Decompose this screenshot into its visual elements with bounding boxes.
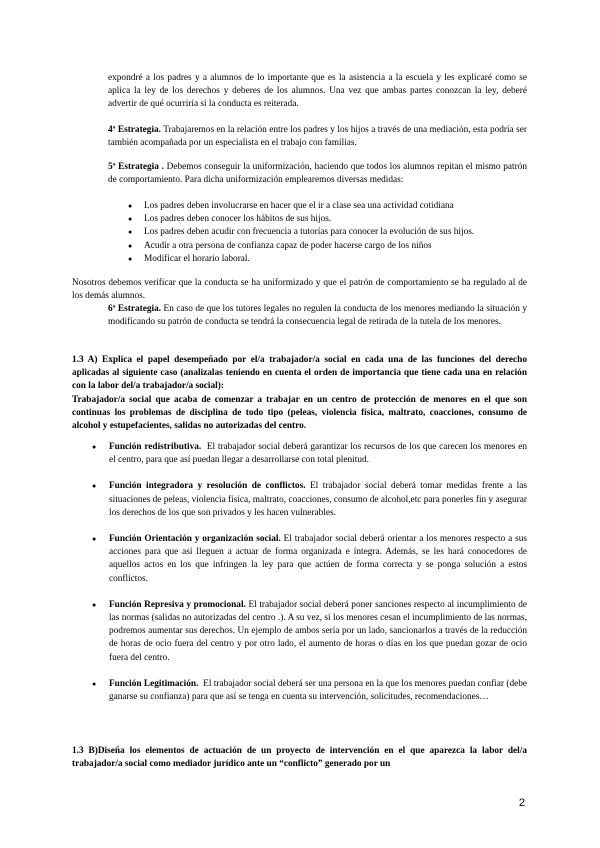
- function-title: Función Represiva y promocional.: [109, 599, 246, 610]
- function-text: El trabajador social deberá ser una persona en la que los menores puedan confiar (debe ganarse su confianza) para que así se tenga en cuenta su intervención, solicitudes, recomendaciones…: [109, 678, 527, 703]
- strategy-5-after: Nosotros debemos verificar que la conducta se ha uniformizado y que el patrón de comportamiento se ha regulado al de los demás alumnos.: [72, 278, 527, 302]
- strategy-6: [108, 303, 527, 329]
- list-item: ● Los padres deben involucrarse en hacer que el ir a clase sea una actividad cotidiana: [124, 200, 527, 213]
- function-text: El trabajador social deberá tomar medidas frente a las situaciones de peleas, violencia física, maltrato, coacciones, consumo de alcohol,etc para ponerles fin y asegurar los derechos de los que son privados y les hacen vulnerables.: [109, 481, 527, 518]
- page-number: 2: [518, 797, 525, 809]
- function-item: [89, 441, 527, 467]
- list-item: ● Modificar el horario laboral.: [124, 253, 527, 266]
- strategy-4-text: Trabajaremos en la relación entre los padres y los hijos a través de una mediación, esta podría ser también acompañada por un especialista en el trabajo con familias.: [108, 125, 527, 149]
- intro-paragraph: expondré a los padres y a alumnos de lo importante que es la asistencia a la escuela y les explicaré como se aplica la ley de los derechos y deberes de los alumnos. Una vez que ambas partes conozcan la ley, deberé advertir de qué ocurriría si la conducta es reiterada.: [108, 73, 527, 110]
- function-title: Función Legitimación.: [109, 678, 199, 689]
- strategy-5-text: Debemos conseguir la uniformización, haciendo que todos los alumnos repitan el mismo patrón de comportamiento. Para dicha uniformización emplearemos diversas medidas:: [108, 162, 527, 186]
- function-title: Función integradora y resolución de conflictos.: [109, 481, 306, 492]
- question-1-3-a: [72, 354, 527, 433]
- function-text: El trabajador social deberá garantizar los recursos de los que carecen los menores en el centro, para que así puedan llegar a desarrollarse con total plenitud.: [109, 442, 527, 466]
- function-item: [89, 480, 527, 520]
- function-text: El trabajador social deberá orientar a los menores respecto a sus acciones para que así lleguen a actuar de forma organizada e íntegra. Además, se les hará conocedores de aquellos actos en los que infringen la ley para que actúen de forma correcta y se ponga solución a estos conflictos.: [109, 534, 527, 584]
- list-item: ● Los padres deben acudir con frecuencia a tutorías para conocer la evolución de sus hijos.: [124, 226, 527, 239]
- question-1-3-b-heading: 1.3 B)Diseña los elementos de actuación de un proyecto de intervención en el que aparezca la labor del/a trabajador/a social como mediador jurídico ante un “conflicto” generado por un: [72, 746, 527, 770]
- question-1-3-a-heading: 1.3 A) Explica el papel desempeñado por el/a trabajador/a social en cada una de las funciones del derecho aplicadas al siguiente caso (analizalas teniendo en cuenta el orden de importancia que tiene cada una en relación con la labor del/a trabajador/a social):: [72, 355, 527, 392]
- list-item: ● Los padres deben conocer los hábitos de sus hijos.: [124, 213, 527, 226]
- strategy-4-title: 4ª Estrategia.: [108, 125, 161, 135]
- strategy-5-title: 5ª Estrategia .: [108, 162, 164, 172]
- strategy-5: [108, 161, 527, 187]
- function-item: [89, 533, 527, 586]
- list-item: ● Acudir a otra persona de confianza capaz de poder hacerse cargo de los niños: [124, 240, 527, 253]
- strategy-6-text: En caso de que los tutores legales no regulen la conducta de los menores mediando la situación y modificando su patrón de conducta se tendrá la consecuencia legal de retirada de la tutela de los menores.: [108, 304, 527, 328]
- question-1-3-b: [72, 745, 527, 771]
- function-item: [89, 678, 527, 704]
- strategy-6-title: 6ª Estrategia.: [108, 304, 162, 314]
- function-list: [89, 441, 527, 704]
- function-item: [89, 599, 527, 665]
- function-title: Función Orientación y organización social.: [109, 534, 281, 545]
- function-title: Función redistributiva.: [109, 442, 202, 452]
- strategy-5-list: [124, 200, 527, 266]
- strategy-4: [108, 124, 527, 150]
- function-text: El trabajador social deberá poner sanciones respecto al incumplimiento de las normas (salidas no autorizadas del centro .). A su vez, si los menores cesan el incumplimiento de las normas, podremos aumentar sus derechos. Un ejemplo de ambos sería por un lado, sancionarlos a través de la reducción de horas de ocio fuera del centro y por otro lado, el aumento de horas o días en los que puedan gozar de ocio fuera del centro.: [109, 599, 527, 663]
- case-description: Trabajador/a social que acaba de comenzar a trabajar en un centro de protección de menores en el que son continuas los problemas de disciplina de todo tipo (peleas, violencia física, maltrato, coacciones, consumo de alcohol y estupefacientes, salidas no autorizadas del centro.: [72, 394, 527, 432]
